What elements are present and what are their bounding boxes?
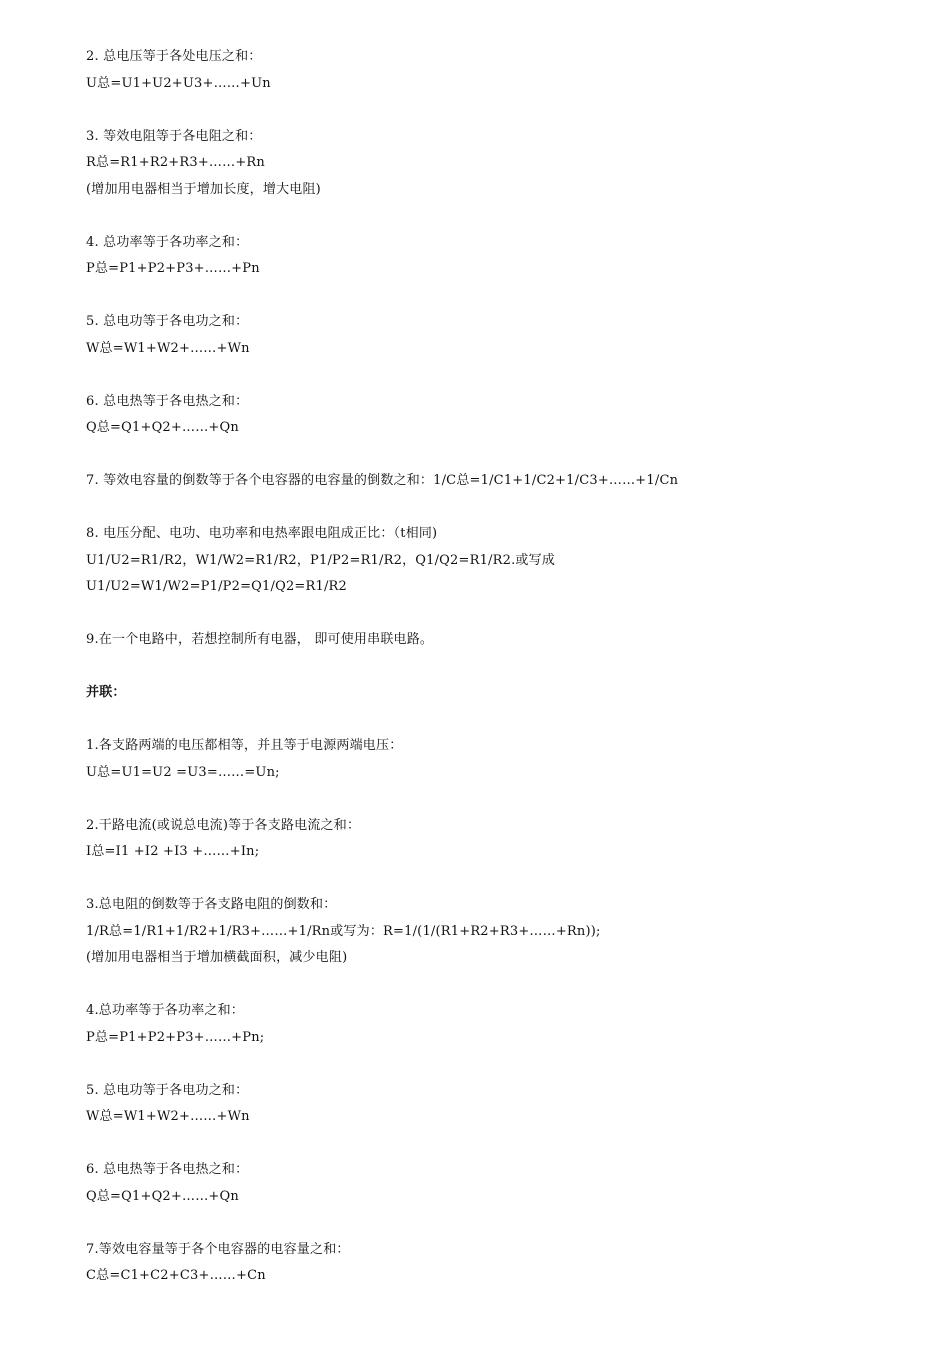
spacer xyxy=(86,972,926,999)
series-item-8-title: 8. 电压分配、电功、电功率和电热率跟电阻成正比：（t相同) xyxy=(86,526,438,541)
series-item-7-title: 7. 等效电容量的倒数等于各个电容器的电容量的倒数之和：1/C总=1/C1+1/C2+1/C3+……+1/Cn xyxy=(86,473,679,488)
series-item-5 xyxy=(86,309,926,362)
series-item-9 xyxy=(86,627,926,654)
series-item-5-title: 5. 总电功等于各电功之和： xyxy=(86,314,249,329)
parallel-item-5-formula: W总=W1+W2+……+Wn xyxy=(86,1109,250,1124)
spacer xyxy=(86,495,926,522)
spacer xyxy=(86,1210,926,1237)
series-item-6-title: 6. 总电热等于各电热之和： xyxy=(86,393,249,409)
parallel-item-1 xyxy=(86,733,926,786)
series-item-3-note: (增加用电器相当于增加长度，增大电阻) xyxy=(86,181,321,197)
spacer xyxy=(86,203,926,230)
series-item-4-title: 4. 总功率等于各功率之和： xyxy=(86,234,249,250)
parallel-item-3-title: 3.总电阻的倒数等于各支路电阻的倒数和： xyxy=(86,897,337,912)
parallel-item-4-formula: P总=P1+P2+P3+……+Pn; xyxy=(86,1029,265,1045)
parallel-item-3-formula: 1/R总=1/R1+1/R2+1/R3+……+1/Rn或写为：R=1/(1/(R1+R2+R3+……+Rn)); xyxy=(86,923,601,939)
series-item-2-title: 2. 总电压等于各处电压之和： xyxy=(86,49,262,64)
spacer xyxy=(86,866,926,893)
parallel-item-3-note: (增加用电器相当于增加横截面积，减少电阻) xyxy=(86,950,348,965)
series-item-4-formula: P总=P1+P2+P3+……+Pn xyxy=(86,261,260,276)
spacer xyxy=(86,786,926,813)
parallel-item-4 xyxy=(86,998,926,1051)
series-item-4 xyxy=(86,230,926,283)
parallel-item-5-title: 5. 总电功等于各电功之和： xyxy=(86,1082,249,1098)
parallel-item-6-title: 6. 总电热等于各电热之和： xyxy=(86,1162,249,1177)
spacer xyxy=(86,442,926,469)
spacer xyxy=(86,1131,926,1158)
spacer xyxy=(86,1051,926,1078)
series-item-8-line-2: U1/U2=W1/W2=P1/P2=Q1/Q2=R1/R2 xyxy=(86,579,348,594)
series-item-9-title: 9.在一个电路中，若想控制所有电器， 即可使用串联电路。 xyxy=(86,632,434,647)
parallel-item-7-formula: C总=C1+C2+C3+……+Cn xyxy=(86,1268,266,1283)
parallel-item-2-formula: I总=I1 +I2 +I3 +……+In; xyxy=(86,844,260,859)
series-item-3-formula: R总=R1+R2+R3+……+Rn xyxy=(86,155,265,170)
spacer xyxy=(86,97,926,124)
series-item-8 xyxy=(86,521,926,601)
parallel-item-1-title: 1.各支路两端的电压都相等，并且等于电源两端电压： xyxy=(86,738,403,753)
parallel-item-6 xyxy=(86,1157,926,1210)
series-item-8-line-1: U1/U2=R1/R2，W1/W2=R1/R2，P1/P2=R1/R2，Q1/Q2=R1/R2.或写成 xyxy=(86,552,556,568)
spacer xyxy=(86,283,926,310)
parallel-item-2 xyxy=(86,813,926,866)
spacer xyxy=(86,362,926,389)
series-item-2 xyxy=(86,44,926,97)
series-item-7 xyxy=(86,468,926,495)
parallel-heading: 并联： xyxy=(86,685,126,700)
parallel-item-2-title: 2.干路电流(或说总电流)等于各支路电流之和： xyxy=(86,817,361,833)
document-page xyxy=(86,44,926,1290)
spacer xyxy=(86,654,926,681)
parallel-item-4-title: 4.总功率等于各功率之和： xyxy=(86,1003,245,1018)
spacer xyxy=(86,707,926,734)
series-item-3 xyxy=(86,124,926,204)
series-item-5-formula: W总=W1+W2+……+Wn xyxy=(86,340,250,356)
parallel-item-3 xyxy=(86,892,926,972)
parallel-item-7 xyxy=(86,1237,926,1290)
series-item-6 xyxy=(86,389,926,442)
series-item-3-title: 3. 等效电阻等于各电阻之和： xyxy=(86,128,262,144)
parallel-item-6-formula: Q总=Q1+Q2+……+Qn xyxy=(86,1188,239,1204)
series-item-6-formula: Q总=Q1+Q2+……+Qn xyxy=(86,420,239,435)
parallel-item-7-title: 7.等效电容量等于各个电容器的电容量之和： xyxy=(86,1241,350,1257)
spacer xyxy=(86,601,926,628)
series-item-2-formula: U总=U1+U2+U3+……+Un xyxy=(86,75,271,91)
parallel-item-1-formula: U总=U1=U2 =U3=……=Un; xyxy=(86,764,280,780)
parallel-item-5 xyxy=(86,1078,926,1131)
